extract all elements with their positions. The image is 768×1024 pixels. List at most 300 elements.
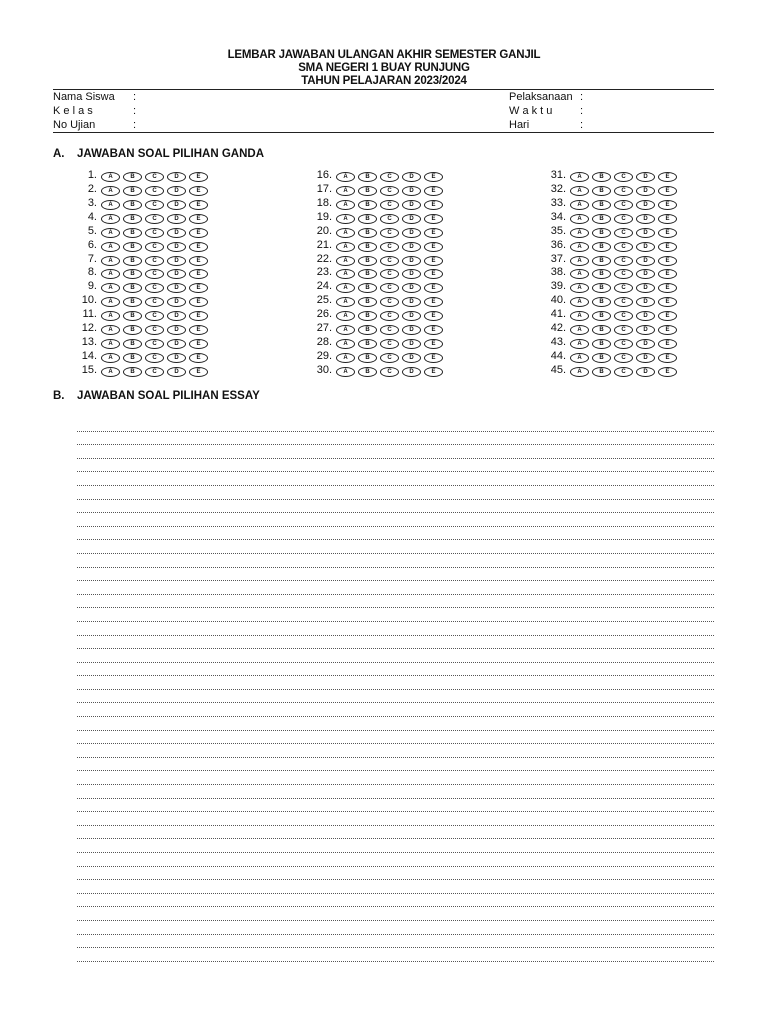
answer-bubble[interactable]: A (570, 325, 589, 335)
answer-bubble[interactable]: E (189, 367, 208, 377)
answer-bubble[interactable]: A (570, 353, 589, 363)
answer-bubble[interactable]: B (123, 172, 142, 182)
answer-bubble[interactable]: A (336, 297, 355, 307)
answer-bubble[interactable]: C (145, 353, 164, 363)
essay-line[interactable] (77, 867, 714, 881)
question-number: 25. (316, 294, 332, 307)
essay-line[interactable] (77, 853, 714, 867)
answer-bubble[interactable]: B (123, 339, 142, 349)
answer-bubble[interactable]: E (189, 311, 208, 321)
question-number: 9. (87, 280, 97, 293)
answer-bubble[interactable]: B (592, 269, 611, 279)
answer-bubble[interactable]: D (167, 339, 186, 349)
essay-line[interactable] (77, 432, 714, 446)
answer-bubble[interactable]: B (123, 200, 142, 210)
answer-bubble[interactable]: A (101, 297, 120, 307)
answer-bubble[interactable]: A (336, 353, 355, 363)
answer-bubble[interactable]: D (167, 228, 186, 238)
answer-bubble[interactable]: E (189, 353, 208, 363)
answer-options (570, 172, 677, 182)
answer-bubble[interactable]: C (614, 186, 633, 196)
answer-bubble[interactable]: C (614, 172, 633, 182)
answer-bubble[interactable]: D (636, 353, 655, 363)
answer-options (336, 325, 443, 335)
answer-bubble[interactable]: B (592, 172, 611, 182)
answer-bubble[interactable]: E (424, 283, 443, 293)
answer-bubble[interactable]: D (402, 297, 421, 307)
essay-line[interactable] (77, 581, 714, 595)
answer-bubble[interactable]: D (167, 256, 186, 266)
answer-bubble[interactable]: B (358, 186, 377, 196)
answer-bubble[interactable]: E (658, 325, 677, 335)
answer-bubble[interactable]: E (658, 311, 677, 321)
answer-bubble[interactable]: C (614, 214, 633, 224)
answer-bubble[interactable]: D (402, 339, 421, 349)
answer-bubble[interactable]: C (380, 311, 399, 321)
answer-bubble[interactable]: C (614, 283, 633, 293)
essay-line[interactable] (77, 771, 714, 785)
answer-bubble[interactable]: B (358, 228, 377, 238)
answer-bubble[interactable]: B (123, 242, 142, 252)
answer-bubble[interactable]: E (189, 283, 208, 293)
answer-options (101, 283, 208, 293)
question-number: 20. (316, 224, 332, 237)
answer-bubble[interactable]: B (123, 269, 142, 279)
answer-bubble[interactable]: D (167, 325, 186, 335)
answer-bubble[interactable]: B (123, 353, 142, 363)
answer-bubble[interactable]: B (592, 353, 611, 363)
answer-bubble[interactable]: C (614, 353, 633, 363)
answer-bubble[interactable]: E (189, 214, 208, 224)
essay-line[interactable] (77, 513, 714, 527)
answer-bubble[interactable]: B (592, 297, 611, 307)
answer-bubble[interactable]: A (101, 269, 120, 279)
essay-line[interactable] (77, 799, 714, 813)
answer-bubble[interactable]: B (592, 200, 611, 210)
essay-line[interactable] (77, 486, 714, 500)
info-label-execution: Pelaksanaan (509, 91, 573, 103)
answer-bubble[interactable]: A (101, 256, 120, 266)
answer-bubble[interactable]: C (380, 297, 399, 307)
answer-bubble[interactable]: E (658, 269, 677, 279)
question-number: 5. (87, 224, 97, 237)
answer-options (336, 214, 443, 224)
answer-bubble[interactable]: A (570, 228, 589, 238)
answer-bubble[interactable]: A (101, 242, 120, 252)
answer-bubble[interactable]: D (402, 200, 421, 210)
essay-line[interactable] (77, 703, 714, 717)
answer-bubble[interactable]: D (402, 186, 421, 196)
answer-bubble[interactable]: C (145, 200, 164, 210)
answer-bubble[interactable]: D (402, 367, 421, 377)
answer-options (101, 214, 208, 224)
essay-line[interactable] (77, 568, 714, 582)
answer-bubble[interactable]: C (380, 228, 399, 238)
question-number: 34. (550, 210, 566, 223)
answer-bubble[interactable]: C (380, 325, 399, 335)
answer-bubble[interactable]: A (570, 283, 589, 293)
answer-bubble[interactable]: D (402, 214, 421, 224)
answer-bubble[interactable]: E (424, 186, 443, 196)
answer-bubble[interactable]: D (402, 242, 421, 252)
answer-bubble[interactable]: E (424, 325, 443, 335)
answer-bubble[interactable]: D (636, 269, 655, 279)
answer-bubble[interactable]: C (380, 339, 399, 349)
answer-bubble[interactable]: E (424, 242, 443, 252)
answer-bubble[interactable]: D (636, 297, 655, 307)
answer-bubble[interactable]: B (358, 283, 377, 293)
answer-bubble[interactable]: E (424, 228, 443, 238)
answer-bubble[interactable]: E (189, 339, 208, 349)
answer-bubble[interactable]: E (424, 172, 443, 182)
essay-line[interactable] (77, 907, 714, 921)
answer-bubble[interactable]: A (101, 353, 120, 363)
answer-bubble[interactable]: B (358, 311, 377, 321)
answer-bubble[interactable]: C (145, 339, 164, 349)
answer-bubble[interactable]: C (380, 269, 399, 279)
answer-bubble[interactable]: C (380, 242, 399, 252)
answer-bubble[interactable]: D (402, 172, 421, 182)
essay-line[interactable] (77, 690, 714, 704)
answer-bubble[interactable]: C (380, 214, 399, 224)
answer-bubble[interactable]: A (570, 339, 589, 349)
question-number: 7. (87, 252, 97, 265)
essay-line[interactable] (77, 839, 714, 853)
essay-line[interactable] (77, 676, 714, 690)
info-label-name: Nama Siswa (53, 91, 115, 103)
answer-bubble[interactable]: D (167, 353, 186, 363)
answer-bubble[interactable]: E (658, 200, 677, 210)
essay-line[interactable] (77, 717, 714, 731)
answer-bubble[interactable]: C (145, 256, 164, 266)
essay-line[interactable] (77, 554, 714, 568)
answer-bubble[interactable]: A (336, 172, 355, 182)
answer-bubble[interactable]: E (424, 269, 443, 279)
answer-bubble[interactable]: C (380, 283, 399, 293)
answer-bubble[interactable]: A (336, 186, 355, 196)
essay-line[interactable] (77, 948, 714, 962)
answer-bubble[interactable]: D (167, 172, 186, 182)
answer-bubble[interactable]: C (380, 367, 399, 377)
answer-bubble[interactable]: E (189, 172, 208, 182)
answer-bubble[interactable]: D (636, 200, 655, 210)
answer-bubble[interactable]: E (424, 353, 443, 363)
answer-bubble[interactable]: B (358, 353, 377, 363)
answer-bubble[interactable]: A (336, 283, 355, 293)
answer-bubble[interactable]: E (658, 339, 677, 349)
answer-bubble[interactable]: C (614, 269, 633, 279)
answer-bubble[interactable]: D (167, 186, 186, 196)
answer-bubble[interactable]: E (189, 256, 208, 266)
answer-bubble[interactable]: A (101, 172, 120, 182)
answer-bubble[interactable]: B (123, 311, 142, 321)
answer-bubble[interactable]: D (167, 311, 186, 321)
answer-bubble[interactable]: D (636, 214, 655, 224)
answer-bubble[interactable]: D (636, 256, 655, 266)
answer-bubble[interactable]: E (658, 242, 677, 252)
answer-bubble[interactable]: C (145, 186, 164, 196)
answer-bubble[interactable]: C (380, 200, 399, 210)
essay-line[interactable] (77, 527, 714, 541)
essay-line[interactable] (77, 500, 714, 514)
answer-bubble[interactable]: E (189, 297, 208, 307)
answer-bubble[interactable]: E (189, 269, 208, 279)
essay-line[interactable] (77, 921, 714, 935)
answer-bubble[interactable]: C (145, 172, 164, 182)
answer-bubble[interactable]: A (570, 214, 589, 224)
answer-bubble[interactable]: D (636, 325, 655, 335)
essay-line[interactable] (77, 785, 714, 799)
essay-line[interactable] (77, 826, 714, 840)
answer-bubble[interactable]: A (101, 339, 120, 349)
answer-bubble[interactable]: A (570, 242, 589, 252)
answer-bubble[interactable]: B (358, 339, 377, 349)
essay-line[interactable] (77, 880, 714, 894)
answer-bubble[interactable]: B (592, 214, 611, 224)
answer-bubble[interactable]: E (658, 172, 677, 182)
answer-bubble[interactable]: D (636, 172, 655, 182)
essay-line[interactable] (77, 663, 714, 677)
answer-bubble[interactable]: D (167, 283, 186, 293)
answer-bubble[interactable]: B (592, 256, 611, 266)
answer-bubble[interactable]: D (167, 200, 186, 210)
answer-bubble[interactable]: E (424, 214, 443, 224)
answer-bubble[interactable]: A (570, 367, 589, 377)
answer-bubble[interactable]: A (570, 311, 589, 321)
answer-bubble[interactable]: B (358, 256, 377, 266)
essay-line[interactable] (77, 744, 714, 758)
answer-bubble[interactable]: A (101, 186, 120, 196)
essay-line[interactable] (77, 540, 714, 554)
essay-line[interactable] (77, 649, 714, 663)
answer-bubble[interactable]: C (614, 339, 633, 349)
answer-bubble[interactable]: E (658, 214, 677, 224)
answer-bubble[interactable]: B (592, 242, 611, 252)
answer-bubble[interactable]: A (101, 283, 120, 293)
answer-bubble[interactable]: A (570, 172, 589, 182)
question-number: 31. (550, 169, 566, 181)
answer-bubble[interactable]: D (167, 297, 186, 307)
essay-line[interactable] (77, 595, 714, 609)
answer-bubble[interactable]: D (402, 283, 421, 293)
answer-bubble[interactable]: A (336, 256, 355, 266)
question-number: 28. (316, 336, 332, 349)
answer-bubble[interactable]: C (614, 311, 633, 321)
essay-line[interactable] (77, 622, 714, 636)
answer-bubble[interactable]: D (167, 367, 186, 377)
answer-bubble[interactable]: B (123, 256, 142, 266)
answer-bubble[interactable]: A (101, 214, 120, 224)
essay-line[interactable] (77, 636, 714, 650)
info-label-class: K e l a s (53, 105, 93, 117)
answer-bubble[interactable]: D (636, 311, 655, 321)
answer-bubble[interactable]: D (636, 367, 655, 377)
answer-bubble[interactable]: E (424, 367, 443, 377)
question-number: 41. (550, 308, 566, 321)
answer-bubble[interactable]: B (358, 269, 377, 279)
answer-bubble[interactable]: D (402, 256, 421, 266)
answer-bubble[interactable]: C (380, 353, 399, 363)
answer-bubble[interactable]: D (636, 242, 655, 252)
answer-bubble[interactable]: A (570, 200, 589, 210)
answer-options (570, 200, 677, 210)
answer-bubble[interactable]: E (424, 256, 443, 266)
answer-bubble[interactable]: A (570, 186, 589, 196)
answer-bubble[interactable]: E (189, 228, 208, 238)
question-number: 13. (81, 336, 97, 349)
answer-bubble[interactable]: C (614, 325, 633, 335)
answer-bubble[interactable]: C (145, 325, 164, 335)
question-number: 22. (316, 252, 332, 265)
answer-bubble[interactable]: E (424, 311, 443, 321)
answer-bubble[interactable]: D (167, 269, 186, 279)
answer-bubble[interactable]: D (402, 269, 421, 279)
answer-bubble[interactable]: C (380, 172, 399, 182)
answer-bubble[interactable]: D (402, 325, 421, 335)
answer-bubble[interactable]: D (636, 186, 655, 196)
answer-bubble[interactable]: A (101, 325, 120, 335)
answer-bubble[interactable]: C (614, 367, 633, 377)
answer-bubble[interactable]: A (101, 200, 120, 210)
answer-bubble[interactable]: E (424, 339, 443, 349)
academic-year: TAHUN PELAJARAN 2023/2024 (301, 75, 467, 87)
answer-bubble[interactable]: D (402, 228, 421, 238)
answer-bubble[interactable]: B (592, 311, 611, 321)
answer-bubble[interactable]: A (336, 367, 355, 377)
essay-line[interactable] (77, 418, 714, 432)
answer-bubble[interactable]: C (614, 256, 633, 266)
answer-bubble[interactable]: E (189, 325, 208, 335)
answer-bubble[interactable]: A (336, 242, 355, 252)
answer-bubble[interactable]: D (167, 242, 186, 252)
essay-line[interactable] (77, 894, 714, 908)
answer-bubble[interactable]: B (358, 297, 377, 307)
answer-bubble[interactable]: C (145, 228, 164, 238)
answer-bubble[interactable]: A (570, 297, 589, 307)
answer-bubble[interactable]: B (592, 186, 611, 196)
answer-bubble[interactable]: A (336, 269, 355, 279)
answer-bubble[interactable]: E (658, 256, 677, 266)
answer-bubble[interactable]: D (402, 311, 421, 321)
answer-options (570, 339, 677, 349)
answer-bubble[interactable]: B (358, 325, 377, 335)
answer-bubble[interactable]: B (592, 339, 611, 349)
answer-bubble[interactable]: E (658, 353, 677, 363)
answer-bubble[interactable]: C (145, 283, 164, 293)
answer-bubble[interactable]: C (145, 311, 164, 321)
answer-options (101, 228, 208, 238)
answer-bubble[interactable]: C (380, 186, 399, 196)
answer-bubble[interactable]: E (658, 228, 677, 238)
answer-bubble[interactable]: D (167, 214, 186, 224)
essay-line[interactable] (77, 935, 714, 949)
answer-bubble[interactable]: E (658, 297, 677, 307)
answer-bubble[interactable]: B (358, 367, 377, 377)
answer-bubble[interactable]: B (123, 297, 142, 307)
answer-bubble[interactable]: E (189, 242, 208, 252)
essay-line[interactable] (77, 459, 714, 473)
answer-bubble[interactable]: E (189, 200, 208, 210)
answer-bubble[interactable]: E (658, 186, 677, 196)
answer-bubble[interactable]: B (592, 325, 611, 335)
question-number: 21. (316, 238, 332, 251)
answer-bubble[interactable]: D (636, 339, 655, 349)
answer-options (570, 297, 677, 307)
question-number: 43. (550, 336, 566, 349)
section-number: B. (53, 390, 65, 402)
answer-options (336, 311, 443, 321)
answer-bubble[interactable]: B (358, 172, 377, 182)
answer-bubble[interactable]: B (123, 367, 142, 377)
answer-bubble[interactable]: A (336, 325, 355, 335)
answer-options (101, 367, 208, 377)
answer-bubble[interactable]: C (145, 367, 164, 377)
essay-line[interactable] (77, 731, 714, 745)
header-bottom-rule (53, 132, 714, 133)
answer-bubble[interactable]: E (189, 186, 208, 196)
answer-bubble[interactable]: A (336, 200, 355, 210)
answer-bubble[interactable]: E (658, 283, 677, 293)
answer-bubble[interactable]: A (336, 228, 355, 238)
answer-bubble[interactable]: B (592, 283, 611, 293)
answer-bubble[interactable]: C (145, 214, 164, 224)
essay-line[interactable] (77, 472, 714, 486)
answer-bubble[interactable]: B (592, 228, 611, 238)
answer-bubble[interactable]: B (358, 214, 377, 224)
question-number: 29. (316, 349, 332, 362)
answer-bubble[interactable]: A (101, 367, 120, 377)
answer-bubble[interactable]: C (145, 269, 164, 279)
answer-bubble[interactable]: B (358, 200, 377, 210)
answer-bubble[interactable]: E (424, 200, 443, 210)
answer-bubble[interactable]: B (358, 242, 377, 252)
answer-bubble[interactable]: B (123, 186, 142, 196)
question-number: 6. (87, 238, 97, 251)
answer-bubble[interactable]: E (658, 367, 677, 377)
answer-bubble[interactable]: A (336, 311, 355, 321)
answer-bubble[interactable]: A (570, 256, 589, 266)
answer-bubble[interactable]: E (424, 297, 443, 307)
essay-line[interactable] (77, 812, 714, 826)
essay-line[interactable] (77, 445, 714, 459)
answer-bubble[interactable]: B (123, 214, 142, 224)
answer-bubble[interactable]: C (145, 242, 164, 252)
answer-bubble[interactable]: C (380, 256, 399, 266)
answer-bubble[interactable]: C (145, 297, 164, 307)
answer-bubble[interactable]: C (614, 200, 633, 210)
answer-bubble[interactable]: C (614, 297, 633, 307)
answer-bubble[interactable]: D (402, 353, 421, 363)
essay-line[interactable] (77, 758, 714, 772)
answer-bubble[interactable]: A (101, 228, 120, 238)
answer-options (101, 172, 208, 182)
answer-bubble[interactable]: D (636, 283, 655, 293)
answer-bubble[interactable]: B (123, 283, 142, 293)
question-number: 35. (550, 224, 566, 237)
answer-bubble[interactable]: A (336, 214, 355, 224)
answer-bubble[interactable]: A (101, 311, 120, 321)
answer-bubble[interactable]: D (636, 228, 655, 238)
essay-line[interactable] (77, 608, 714, 622)
answer-bubble[interactable]: A (336, 339, 355, 349)
school-name: SMA NEGERI 1 BUAY RUNJUNG (298, 62, 470, 74)
answer-bubble[interactable]: C (614, 242, 633, 252)
answer-bubble[interactable]: C (614, 228, 633, 238)
answer-bubble[interactable]: B (123, 325, 142, 335)
answer-bubble[interactable]: B (123, 228, 142, 238)
answer-bubble[interactable]: B (592, 367, 611, 377)
answer-bubble[interactable]: A (570, 269, 589, 279)
